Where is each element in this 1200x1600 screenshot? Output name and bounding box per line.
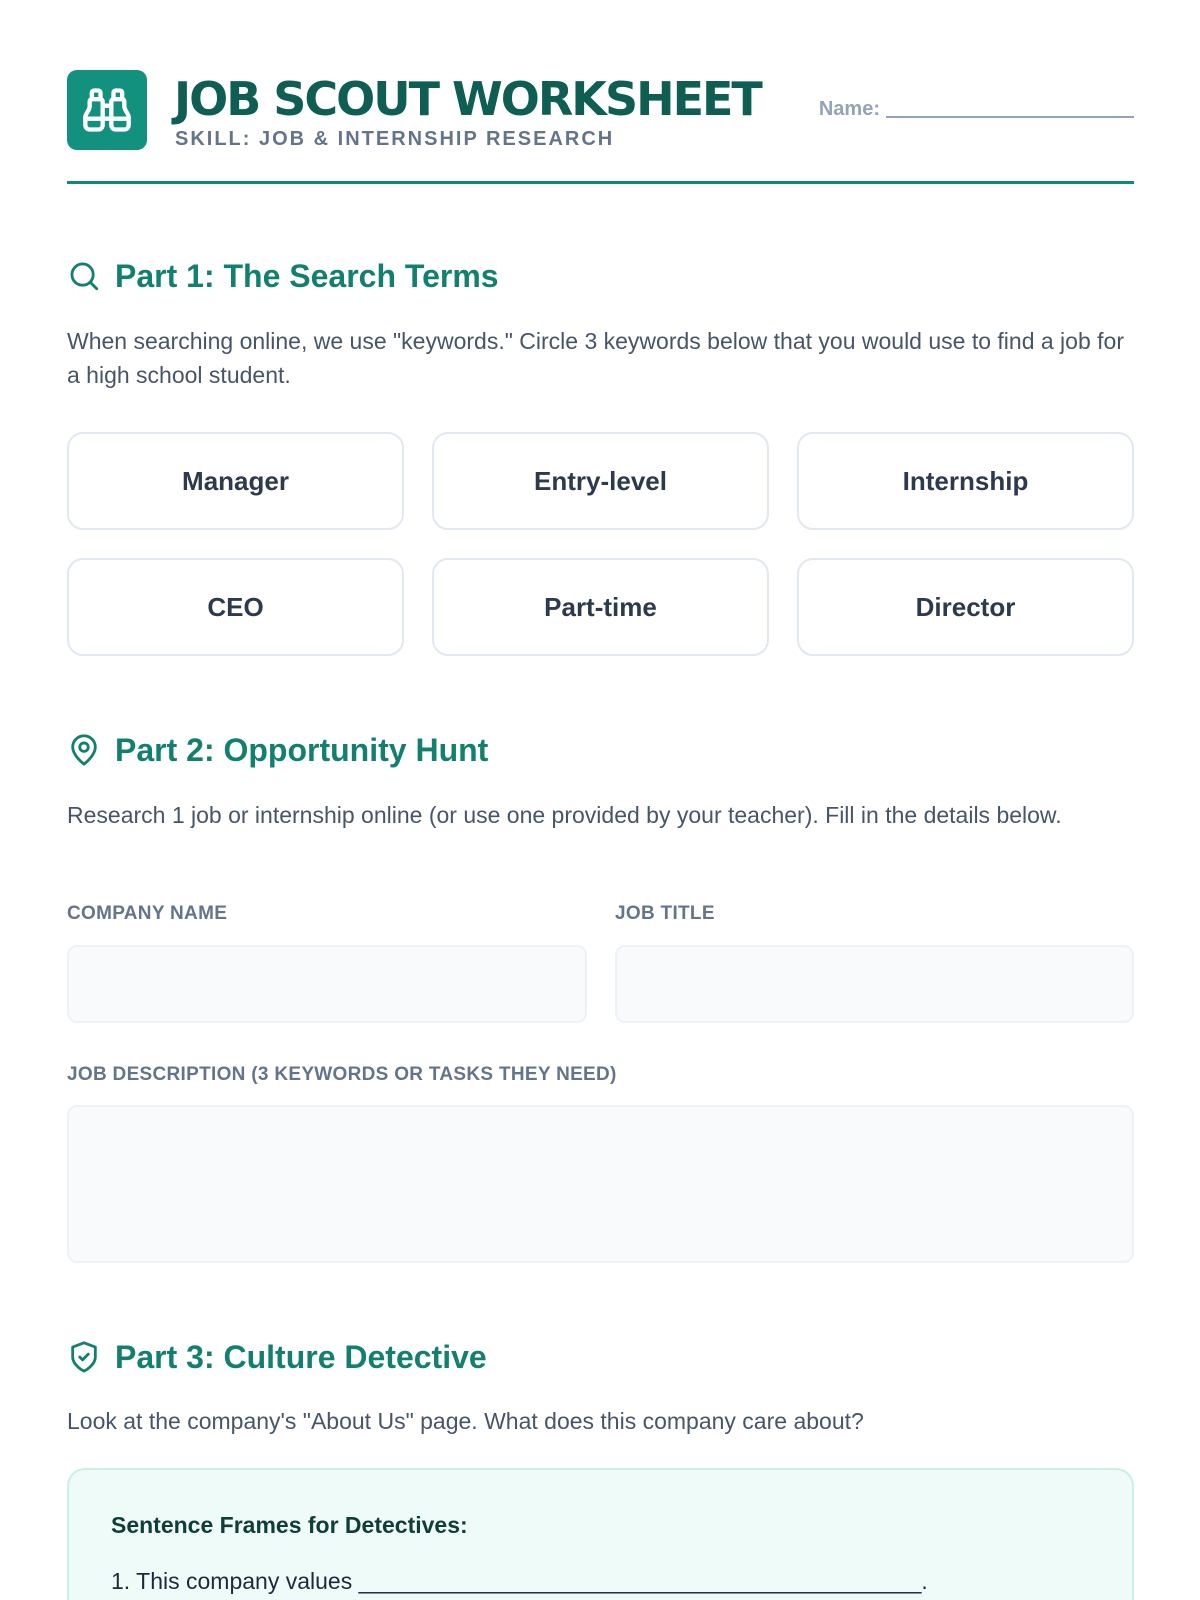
part3-heading: [67, 1337, 487, 1377]
name-label: Name:: [818, 98, 880, 120]
keyword-director[interactable]: Director: [797, 558, 1134, 656]
company-name-label: COMPANY NAME: [67, 903, 228, 924]
keyword-entry-level[interactable]: Entry-level: [432, 432, 769, 530]
company-name-field[interactable]: [67, 945, 587, 1023]
binoculars-icon: [67, 70, 147, 150]
map-pin-icon: [67, 733, 101, 767]
part3-instructions: Look at the company's "About Us" page. What does this company care about?: [67, 1408, 864, 1434]
search-icon: [67, 259, 101, 293]
name-field[interactable]: [819, 98, 1134, 121]
sentence-frames-title: Sentence Frames for Detectives:: [111, 1512, 468, 1538]
part3-title: Part 3: Culture Detective: [115, 1338, 487, 1375]
part2-instructions: Research 1 job or internship online (or use one provided by your teacher). Fill in the details below.: [67, 802, 1062, 828]
shield-check-icon: [67, 1340, 101, 1374]
name-blank-line[interactable]: [886, 116, 1134, 118]
job-description-label: JOB DESCRIPTION (3 KEYWORDS OR TASKS THEY NEED): [67, 1064, 617, 1085]
part2-heading: [67, 730, 488, 770]
part1-title: Part 1: The Search Terms: [115, 257, 499, 294]
part1-instructions: When searching online, we use "keywords." Circle 3 keywords below that you would use to find a job for a high school student.: [67, 328, 1124, 388]
keyword-internship[interactable]: Internship: [797, 432, 1134, 530]
part2-title: Part 2: Opportunity Hunt: [115, 731, 489, 768]
keyword-part-time[interactable]: Part-time: [432, 558, 769, 656]
job-title-field[interactable]: [615, 945, 1134, 1023]
part1-heading: [67, 256, 499, 296]
sentence-frames-box: [67, 1468, 1134, 1600]
keyword-manager[interactable]: Manager: [67, 432, 404, 530]
keyword-ceo[interactable]: CEO: [67, 558, 404, 656]
worksheet-header: [67, 70, 1134, 184]
job-description-field[interactable]: [67, 1105, 1134, 1263]
page-title: JOB SCOUT WORKSHEET: [174, 72, 761, 126]
sentence-frame-1[interactable]: 1. This company values ____________________________________________.: [111, 1568, 928, 1594]
page-subtitle: SKILL: JOB & INTERNSHIP RESEARCH: [175, 128, 615, 150]
job-title-label: JOB TITLE: [615, 903, 715, 924]
keyword-grid: [67, 432, 1134, 656]
